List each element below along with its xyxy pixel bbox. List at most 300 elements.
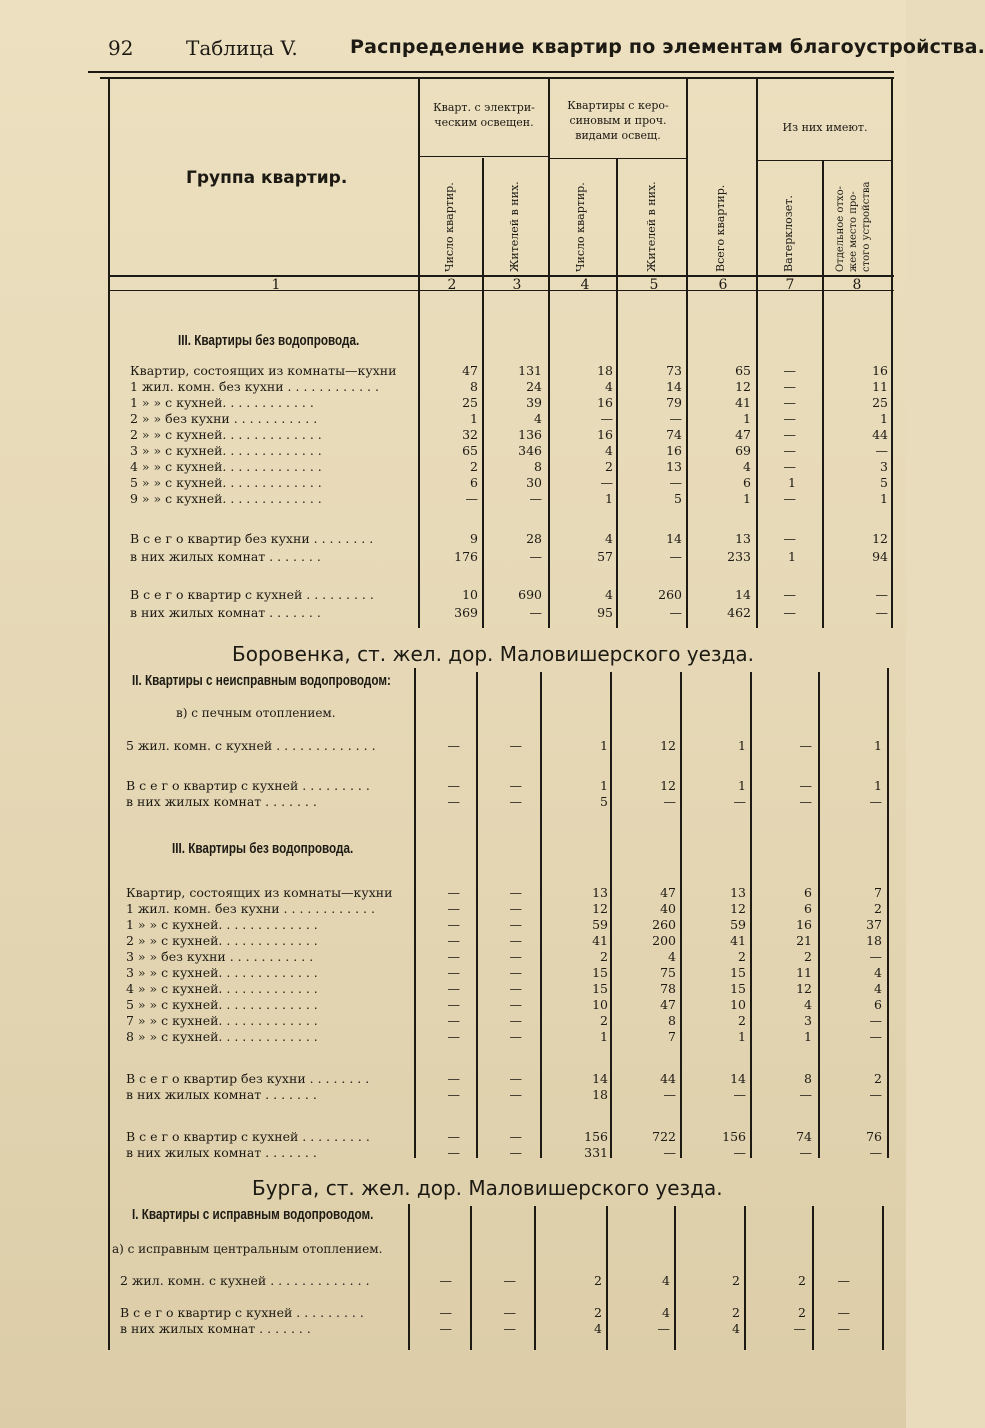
row-value: 4 bbox=[605, 379, 613, 394]
row-label: 9 » » с кухней. . . . . . . . . . . . . bbox=[130, 491, 322, 506]
row-value: 73 bbox=[666, 363, 682, 378]
row-value: 76 bbox=[866, 1129, 882, 1144]
top-rule bbox=[88, 71, 894, 73]
row-value: 6 bbox=[804, 885, 812, 900]
row-value: — bbox=[600, 475, 613, 490]
row-value: 1 bbox=[470, 411, 478, 426]
row-label: 4 » » с кухней. . . . . . . . . . . . . bbox=[126, 981, 318, 996]
row-value: — bbox=[447, 1129, 460, 1144]
row-value: 4 bbox=[662, 1273, 670, 1288]
row-value: 10 bbox=[592, 997, 608, 1012]
row-label: в них жилых комнат . . . . . . . bbox=[126, 1145, 317, 1160]
row-value: — bbox=[447, 738, 460, 753]
row-value: — bbox=[447, 901, 460, 916]
col5-header: Жителей в них. bbox=[645, 181, 658, 272]
row-value: — bbox=[509, 1129, 522, 1144]
section-heading: I. Квартиры с исправным водопроводом. bbox=[132, 1206, 374, 1223]
row-value: 16 bbox=[666, 443, 682, 458]
row-value: 1 bbox=[804, 1029, 812, 1044]
row-label: 2 жил. комн. с кухней . . . . . . . . . . . . . bbox=[120, 1273, 370, 1288]
row-value: 5 bbox=[674, 491, 682, 506]
row-value: — bbox=[669, 475, 682, 490]
row-value: 10 bbox=[462, 587, 478, 602]
row-value: 13 bbox=[666, 459, 682, 474]
table-row bbox=[0, 475, 906, 491]
row-value: 41 bbox=[592, 933, 608, 948]
table-row bbox=[0, 965, 906, 981]
row-value: — bbox=[799, 738, 812, 753]
row-label: В с е г о квартир с кухней . . . . . . . . . bbox=[126, 1129, 370, 1144]
row-value: 5 bbox=[600, 794, 608, 809]
row-value: 1 bbox=[738, 738, 746, 753]
row-value: — bbox=[799, 794, 812, 809]
row-value: 12 bbox=[592, 901, 608, 916]
row-value: — bbox=[869, 1029, 882, 1044]
table-row bbox=[0, 531, 906, 547]
row-value: 7 bbox=[874, 885, 882, 900]
row-value: 156 bbox=[722, 1129, 746, 1144]
row-value: 176 bbox=[454, 549, 478, 564]
table-row bbox=[0, 1071, 906, 1087]
row-label: 2 » » с кухней. . . . . . . . . . . . . bbox=[130, 427, 322, 442]
row-label: в них жилых комнат . . . . . . . bbox=[120, 1321, 311, 1336]
row-value: 131 bbox=[518, 363, 542, 378]
row-value: 12 bbox=[730, 901, 746, 916]
row-value: — bbox=[657, 1321, 670, 1336]
row-value: 260 bbox=[652, 917, 676, 932]
row-value: 260 bbox=[658, 587, 682, 602]
row-value: 1 bbox=[743, 411, 751, 426]
row-value: 2 bbox=[605, 459, 613, 474]
row-value: — bbox=[447, 794, 460, 809]
row-value: 16 bbox=[872, 363, 888, 378]
page-title: Распределение квартир по элементам благоустройства. bbox=[350, 36, 985, 58]
row-value: 2 bbox=[732, 1273, 740, 1288]
row-value: 6 bbox=[743, 475, 751, 490]
row-value: 12 bbox=[796, 981, 812, 996]
row-value: — bbox=[793, 1321, 806, 1336]
row-value: 331 bbox=[584, 1145, 608, 1160]
table-label: Таблица V. bbox=[186, 36, 298, 60]
row-value: — bbox=[733, 794, 746, 809]
row-value: 28 bbox=[526, 531, 542, 546]
row-label: 4 » » с кухней. . . . . . . . . . . . . bbox=[130, 459, 322, 474]
col8-header: Отдельное отхо- жее место про- стого устройства bbox=[835, 181, 872, 272]
column-number: 5 bbox=[649, 277, 659, 293]
row-value: — bbox=[439, 1321, 452, 1336]
row-value: 346 bbox=[518, 443, 542, 458]
row-value: — bbox=[600, 411, 613, 426]
kerosene-group-header: Квартиры с керо- синовым и проч. видами освещ. bbox=[567, 99, 669, 142]
row-value: — bbox=[447, 997, 460, 1012]
row-value: — bbox=[509, 901, 522, 916]
row-value: 15 bbox=[730, 965, 746, 980]
page-number: 92 bbox=[108, 36, 134, 60]
table-row bbox=[0, 1013, 906, 1029]
row-value: — bbox=[509, 885, 522, 900]
row-value: — bbox=[509, 1145, 522, 1160]
row-value: 24 bbox=[526, 379, 542, 394]
row-value: — bbox=[837, 1321, 850, 1336]
row-value: 2 bbox=[600, 949, 608, 964]
row-value: 5 bbox=[880, 475, 888, 490]
row-value: — bbox=[733, 1087, 746, 1102]
row-value: 2 bbox=[874, 1071, 882, 1086]
row-value: 14 bbox=[735, 587, 751, 602]
row-value: 32 bbox=[462, 427, 478, 442]
table-row bbox=[0, 778, 906, 794]
row-value: — bbox=[875, 443, 888, 458]
row-value: — bbox=[447, 1013, 460, 1028]
subsection-heading: в) с печным отоплением. bbox=[176, 706, 336, 720]
row-value: 95 bbox=[597, 605, 613, 620]
row-value: 74 bbox=[666, 427, 682, 442]
row-value: — bbox=[465, 491, 478, 506]
row-value: 462 bbox=[727, 605, 751, 620]
row-value: — bbox=[509, 933, 522, 948]
row-value: 4 bbox=[732, 1321, 740, 1336]
row-value: 18 bbox=[597, 363, 613, 378]
row-value: 1 bbox=[880, 411, 888, 426]
row-value: — bbox=[503, 1273, 516, 1288]
row-value: 4 bbox=[804, 997, 812, 1012]
group-column-title: Группа квартир. bbox=[186, 168, 348, 188]
row-value: — bbox=[529, 491, 542, 506]
row-value: — bbox=[529, 549, 542, 564]
row-value: 65 bbox=[735, 363, 751, 378]
table-row bbox=[0, 549, 906, 565]
row-value: 1 bbox=[874, 778, 882, 793]
column-number: 2 bbox=[447, 277, 457, 293]
table-row bbox=[0, 794, 906, 810]
row-label: В с е г о квартир с кухней . . . . . . . . . bbox=[120, 1305, 364, 1320]
row-value: — bbox=[509, 1071, 522, 1086]
row-value: 41 bbox=[735, 395, 751, 410]
table-row bbox=[0, 427, 906, 443]
col2-header: Число квартир. bbox=[443, 182, 456, 272]
row-value: 65 bbox=[462, 443, 478, 458]
row-value: 156 bbox=[584, 1129, 608, 1144]
row-value: 2 bbox=[594, 1305, 602, 1320]
row-value: — bbox=[669, 411, 682, 426]
table-row bbox=[0, 411, 906, 427]
row-value: 14 bbox=[666, 531, 682, 546]
row-value: 690 bbox=[518, 587, 542, 602]
row-value: 4 bbox=[662, 1305, 670, 1320]
row-value: — bbox=[869, 794, 882, 809]
row-value: 25 bbox=[462, 395, 478, 410]
row-value: — bbox=[733, 1145, 746, 1160]
table-row bbox=[0, 1029, 906, 1045]
row-value: — bbox=[783, 427, 796, 442]
row-label: 1 » » с кухней. . . . . . . . . . . . bbox=[130, 395, 314, 410]
row-label: 5 » » с кухней. . . . . . . . . . . . . bbox=[130, 475, 322, 490]
row-value: 15 bbox=[730, 981, 746, 996]
row-value: 12 bbox=[872, 531, 888, 546]
row-value: — bbox=[669, 549, 682, 564]
section-heading: III. Квартиры без водопровода. bbox=[172, 840, 354, 857]
table-row bbox=[0, 1273, 906, 1289]
row-value: 57 bbox=[597, 549, 613, 564]
row-value: — bbox=[509, 949, 522, 964]
table-row bbox=[0, 587, 906, 603]
location-heading: Бурга, ст. жел. дор. Маловишерского уезда. bbox=[252, 1176, 723, 1200]
table-row bbox=[0, 443, 906, 459]
row-value: 1 bbox=[600, 1029, 608, 1044]
row-value: — bbox=[663, 1087, 676, 1102]
row-value: 14 bbox=[730, 1071, 746, 1086]
table-row bbox=[0, 1087, 906, 1103]
row-value: 12 bbox=[660, 738, 676, 753]
row-label: Квартир, состоящих из комнаты—кухни bbox=[130, 363, 397, 378]
row-value: 2 bbox=[798, 1305, 806, 1320]
row-value: — bbox=[503, 1305, 516, 1320]
row-value: 2 bbox=[874, 901, 882, 916]
table-row bbox=[0, 885, 906, 901]
row-value: 1 bbox=[874, 738, 882, 753]
row-value: 11 bbox=[796, 965, 812, 980]
row-value: — bbox=[447, 981, 460, 996]
row-value: 15 bbox=[592, 981, 608, 996]
row-value: 79 bbox=[666, 395, 682, 410]
row-value: 6 bbox=[804, 901, 812, 916]
row-value: 8 bbox=[804, 1071, 812, 1086]
top-rule-2 bbox=[100, 77, 894, 79]
row-value: — bbox=[869, 1013, 882, 1028]
table-row bbox=[0, 395, 906, 411]
table-row bbox=[0, 738, 906, 754]
row-label: в них жилых комнат . . . . . . . bbox=[130, 605, 321, 620]
row-value: 136 bbox=[518, 427, 542, 442]
row-label: в них жилых комнат . . . . . . . bbox=[126, 1087, 317, 1102]
row-value: 1 bbox=[738, 778, 746, 793]
table-row bbox=[0, 949, 906, 965]
row-label: 5 » » с кухней. . . . . . . . . . . . . bbox=[126, 997, 318, 1012]
row-value: 69 bbox=[735, 443, 751, 458]
row-value: 6 bbox=[874, 997, 882, 1012]
row-value: 3 bbox=[880, 459, 888, 474]
row-value: 40 bbox=[660, 901, 676, 916]
row-value: — bbox=[447, 933, 460, 948]
table-row bbox=[0, 1145, 906, 1161]
row-value: 8 bbox=[534, 459, 542, 474]
table-row bbox=[0, 459, 906, 475]
row-value: — bbox=[447, 1071, 460, 1086]
row-value: 233 bbox=[727, 549, 751, 564]
row-value: — bbox=[509, 1013, 522, 1028]
row-value: — bbox=[837, 1273, 850, 1288]
have-group-header: Из них имеют. bbox=[782, 121, 868, 134]
column-number: 4 bbox=[580, 277, 590, 293]
row-value: 6 bbox=[470, 475, 478, 490]
row-value: — bbox=[783, 491, 796, 506]
row-value: — bbox=[799, 778, 812, 793]
row-value: 25 bbox=[872, 395, 888, 410]
row-value: 37 bbox=[866, 917, 882, 932]
row-value: — bbox=[509, 917, 522, 932]
row-value: 4 bbox=[743, 459, 751, 474]
row-value: 369 bbox=[454, 605, 478, 620]
row-label: 1 жил. комн. без кухни . . . . . . . . . . . . bbox=[130, 379, 379, 394]
row-value: — bbox=[509, 778, 522, 793]
row-label: 3 » » с кухней. . . . . . . . . . . . . bbox=[126, 965, 318, 980]
row-value: — bbox=[869, 949, 882, 964]
row-value: 1 bbox=[880, 491, 888, 506]
row-value: 47 bbox=[660, 997, 676, 1012]
row-value: 14 bbox=[592, 1071, 608, 1086]
row-value: 4 bbox=[874, 965, 882, 980]
row-value: — bbox=[509, 738, 522, 753]
row-value: 47 bbox=[735, 427, 751, 442]
row-value: 8 bbox=[668, 1013, 676, 1028]
row-value: — bbox=[669, 605, 682, 620]
row-value: 1 bbox=[788, 549, 796, 564]
row-label: Квартир, состоящих из комнаты—кухни bbox=[126, 885, 393, 900]
section-heading: II. Квартиры с неисправным водопроводом: bbox=[132, 672, 391, 689]
row-value: 59 bbox=[730, 917, 746, 932]
row-value: 4 bbox=[668, 949, 676, 964]
row-value: 12 bbox=[735, 379, 751, 394]
row-value: 14 bbox=[666, 379, 682, 394]
row-label: 2 » » без кухни . . . . . . . . . . . bbox=[130, 411, 318, 426]
row-value: — bbox=[783, 443, 796, 458]
row-value: 78 bbox=[660, 981, 676, 996]
row-value: 2 bbox=[738, 1013, 746, 1028]
row-value: — bbox=[783, 395, 796, 410]
table-row bbox=[0, 917, 906, 933]
row-label: 1 » » с кухней. . . . . . . . . . . . . bbox=[126, 917, 318, 932]
row-value: 7 bbox=[668, 1029, 676, 1044]
row-value: — bbox=[783, 605, 796, 620]
row-value: 12 bbox=[660, 778, 676, 793]
row-value: — bbox=[529, 605, 542, 620]
row-value: 47 bbox=[462, 363, 478, 378]
col4-header: Число квартир. bbox=[574, 182, 587, 272]
row-label: 1 жил. комн. без кухни . . . . . . . . . . . . bbox=[126, 901, 375, 916]
row-value: 4 bbox=[605, 443, 613, 458]
row-label: В с е г о квартир без кухни . . . . . . . . bbox=[130, 531, 374, 546]
table-row bbox=[0, 981, 906, 997]
row-value: 722 bbox=[652, 1129, 676, 1144]
row-value: — bbox=[509, 997, 522, 1012]
column-number: 8 bbox=[852, 277, 862, 293]
row-value: 4 bbox=[874, 981, 882, 996]
table-row bbox=[0, 491, 906, 507]
row-label: 7 » » с кухней. . . . . . . . . . . . . bbox=[126, 1013, 318, 1028]
row-value: — bbox=[783, 411, 796, 426]
row-value: 2 bbox=[798, 1273, 806, 1288]
table-row bbox=[0, 901, 906, 917]
row-value: 16 bbox=[597, 395, 613, 410]
location-heading: Боровенка, ст. жел. дор. Маловишерского уезда. bbox=[232, 642, 755, 666]
row-value: 2 bbox=[594, 1273, 602, 1288]
table-row bbox=[0, 1305, 906, 1321]
row-value: 41 bbox=[730, 933, 746, 948]
row-value: 4 bbox=[605, 587, 613, 602]
row-value: 3 bbox=[804, 1013, 812, 1028]
table-row bbox=[0, 363, 906, 379]
row-value: — bbox=[447, 778, 460, 793]
row-value: 75 bbox=[660, 965, 676, 980]
row-value: — bbox=[447, 1029, 460, 1044]
row-value: — bbox=[869, 1087, 882, 1102]
electric-rule bbox=[420, 156, 548, 157]
row-value: — bbox=[503, 1321, 516, 1336]
column-number: 1 bbox=[271, 277, 281, 293]
col6-header: Всего квартир. bbox=[714, 184, 727, 272]
row-value: 2 bbox=[470, 459, 478, 474]
row-label: 8 » » с кухней. . . . . . . . . . . . . bbox=[126, 1029, 318, 1044]
row-value: — bbox=[783, 587, 796, 602]
row-value: 4 bbox=[594, 1321, 602, 1336]
row-value: — bbox=[447, 885, 460, 900]
row-value: 1 bbox=[605, 491, 613, 506]
row-value: 13 bbox=[730, 885, 746, 900]
row-value: — bbox=[869, 1145, 882, 1160]
row-value: — bbox=[447, 1145, 460, 1160]
table-row bbox=[0, 1321, 906, 1337]
row-value: 21 bbox=[796, 933, 812, 948]
row-value: — bbox=[783, 363, 796, 378]
row-label: 3 » » с кухней. . . . . . . . . . . . . bbox=[130, 443, 322, 458]
row-value: — bbox=[509, 981, 522, 996]
row-value: — bbox=[875, 587, 888, 602]
row-label: 3 » » без кухни . . . . . . . . . . . bbox=[126, 949, 314, 964]
row-value: — bbox=[447, 917, 460, 932]
row-value: 4 bbox=[605, 531, 613, 546]
table-row bbox=[0, 379, 906, 395]
row-value: 10 bbox=[730, 997, 746, 1012]
table-row bbox=[0, 1129, 906, 1145]
row-label: в них жилых комнат . . . . . . . bbox=[130, 549, 321, 564]
row-value: 13 bbox=[735, 531, 751, 546]
row-value: — bbox=[799, 1087, 812, 1102]
have-rule bbox=[756, 160, 892, 161]
electric-group-header: Кварт. с электри- ческим освещен. bbox=[433, 101, 535, 129]
row-value: 47 bbox=[660, 885, 676, 900]
column-number: 7 bbox=[785, 277, 795, 293]
row-value: 2 bbox=[732, 1305, 740, 1320]
row-value: 16 bbox=[597, 427, 613, 442]
row-value: — bbox=[783, 531, 796, 546]
row-value: 59 bbox=[592, 917, 608, 932]
row-label: в них жилых комнат . . . . . . . bbox=[126, 794, 317, 809]
row-value: — bbox=[439, 1305, 452, 1320]
row-value: 18 bbox=[592, 1087, 608, 1102]
row-value: — bbox=[875, 605, 888, 620]
row-value: 1 bbox=[738, 1029, 746, 1044]
row-value: — bbox=[447, 1087, 460, 1102]
table-row bbox=[0, 605, 906, 621]
row-value: — bbox=[783, 459, 796, 474]
table-row bbox=[0, 997, 906, 1013]
row-value: — bbox=[439, 1273, 452, 1288]
row-value: 94 bbox=[872, 549, 888, 564]
row-label: В с е г о квартир с кухней . . . . . . . . . bbox=[126, 778, 370, 793]
row-value: 8 bbox=[470, 379, 478, 394]
row-value: — bbox=[509, 794, 522, 809]
row-value: — bbox=[837, 1305, 850, 1320]
row-value: 18 bbox=[866, 933, 882, 948]
row-label: В с е г о квартир без кухни . . . . . . . . bbox=[126, 1071, 370, 1086]
row-label: 2 » » с кухней. . . . . . . . . . . . . bbox=[126, 933, 318, 948]
row-value: — bbox=[509, 1029, 522, 1044]
column-number: 3 bbox=[512, 277, 522, 293]
col7-header: Ватерклозет. bbox=[782, 195, 795, 272]
row-value: — bbox=[799, 1145, 812, 1160]
row-value: — bbox=[783, 379, 796, 394]
row-value: — bbox=[447, 965, 460, 980]
